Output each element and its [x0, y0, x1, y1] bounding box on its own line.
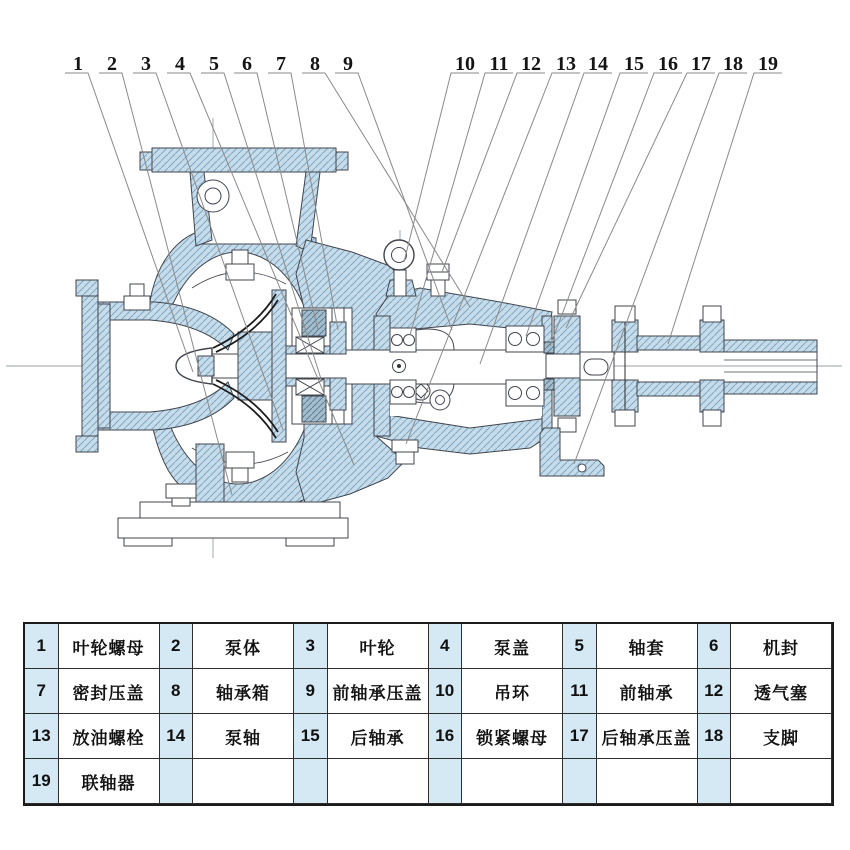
part-number-cell: 6: [698, 624, 732, 669]
part-label-cell: 支脚: [731, 714, 832, 759]
part-label-cell: 轴套: [597, 624, 698, 669]
part-label-cell: [193, 759, 294, 804]
part-number-cell: 10: [429, 669, 463, 714]
callout-13: 13: [556, 53, 576, 75]
callout-5: 5: [209, 53, 219, 75]
part-label-cell: [731, 759, 832, 804]
part-label-cell: 密封压盖: [59, 669, 160, 714]
part-number-cell: 15: [294, 714, 328, 759]
part-label-cell: 透气塞: [731, 669, 832, 714]
part-label-cell: 前轴承压盖: [328, 669, 429, 714]
part-label-cell: 轴承箱: [193, 669, 294, 714]
part-number-cell: 16: [429, 714, 463, 759]
callout-15: 15: [624, 53, 644, 75]
callout-18: 18: [723, 53, 743, 75]
part-number-cell: [294, 759, 328, 804]
part-label-cell: 联轴器: [59, 759, 160, 804]
part-number-cell: 17: [563, 714, 597, 759]
part-number-cell: 1: [25, 624, 59, 669]
part-number-cell: 13: [25, 714, 59, 759]
seal-gland: [330, 322, 346, 354]
part-label-cell: 叶轮螺母: [59, 624, 160, 669]
part-label-cell: 前轴承: [597, 669, 698, 714]
part-label-cell: 锁紧螺母: [462, 714, 563, 759]
part-label-cell: 泵体: [193, 624, 294, 669]
part-label-cell: 机封: [731, 624, 832, 669]
part-number-cell: 8: [160, 669, 194, 714]
part-number-cell: [698, 759, 732, 804]
part-label-cell: [328, 759, 429, 804]
callout-2: 2: [107, 53, 117, 75]
part-number-cell: 11: [563, 669, 597, 714]
part-number-cell: 2: [160, 624, 194, 669]
callout-14: 14: [588, 53, 608, 75]
casing-drain-bolt: [166, 484, 196, 498]
part-label-cell: 泵轴: [193, 714, 294, 759]
part-number-cell: [429, 759, 463, 804]
callout-11: 11: [489, 53, 509, 75]
part-label-cell: 后轴承: [328, 714, 429, 759]
part-label-cell: [462, 759, 563, 804]
callout-6: 6: [242, 53, 252, 75]
part-label-cell: 叶轮: [328, 624, 429, 669]
front-bearing-cover: [374, 316, 390, 352]
part-number-cell: 3: [294, 624, 328, 669]
callout-4: 4: [175, 53, 185, 75]
part-number-cell: [563, 759, 597, 804]
callout-19: 19: [758, 53, 778, 75]
part-number-cell: 14: [160, 714, 194, 759]
callout-7: 7: [276, 53, 286, 75]
part-number-cell: 9: [294, 669, 328, 714]
callout-1: 1: [73, 53, 83, 75]
callout-9: 9: [343, 53, 353, 75]
callout-16: 16: [658, 53, 678, 75]
inlet-bolt: [124, 296, 150, 310]
part-number-cell: 5: [563, 624, 597, 669]
part-number-cell: 18: [698, 714, 732, 759]
callout-10: 10: [455, 53, 475, 75]
callout-17: 17: [691, 53, 711, 75]
shaft-keyway: [584, 359, 608, 375]
part-number-cell: [160, 759, 194, 804]
callout-3: 3: [141, 53, 151, 75]
oil-drain-bolt: [392, 440, 418, 464]
parts-table: [23, 622, 834, 806]
part-number-cell: 19: [25, 759, 59, 804]
callout-12: 12: [521, 53, 541, 75]
part-label-cell: 泵盖: [462, 624, 563, 669]
part-number-cell: 7: [25, 669, 59, 714]
part-number-cell: 4: [429, 624, 463, 669]
part-label-cell: 后轴承压盖: [597, 714, 698, 759]
part-number-cell: 12: [698, 669, 732, 714]
part-label-cell: [597, 759, 698, 804]
part-label-cell: 放油螺栓: [59, 714, 160, 759]
callout-8: 8: [310, 53, 320, 75]
part-label-cell: 吊环: [462, 669, 563, 714]
